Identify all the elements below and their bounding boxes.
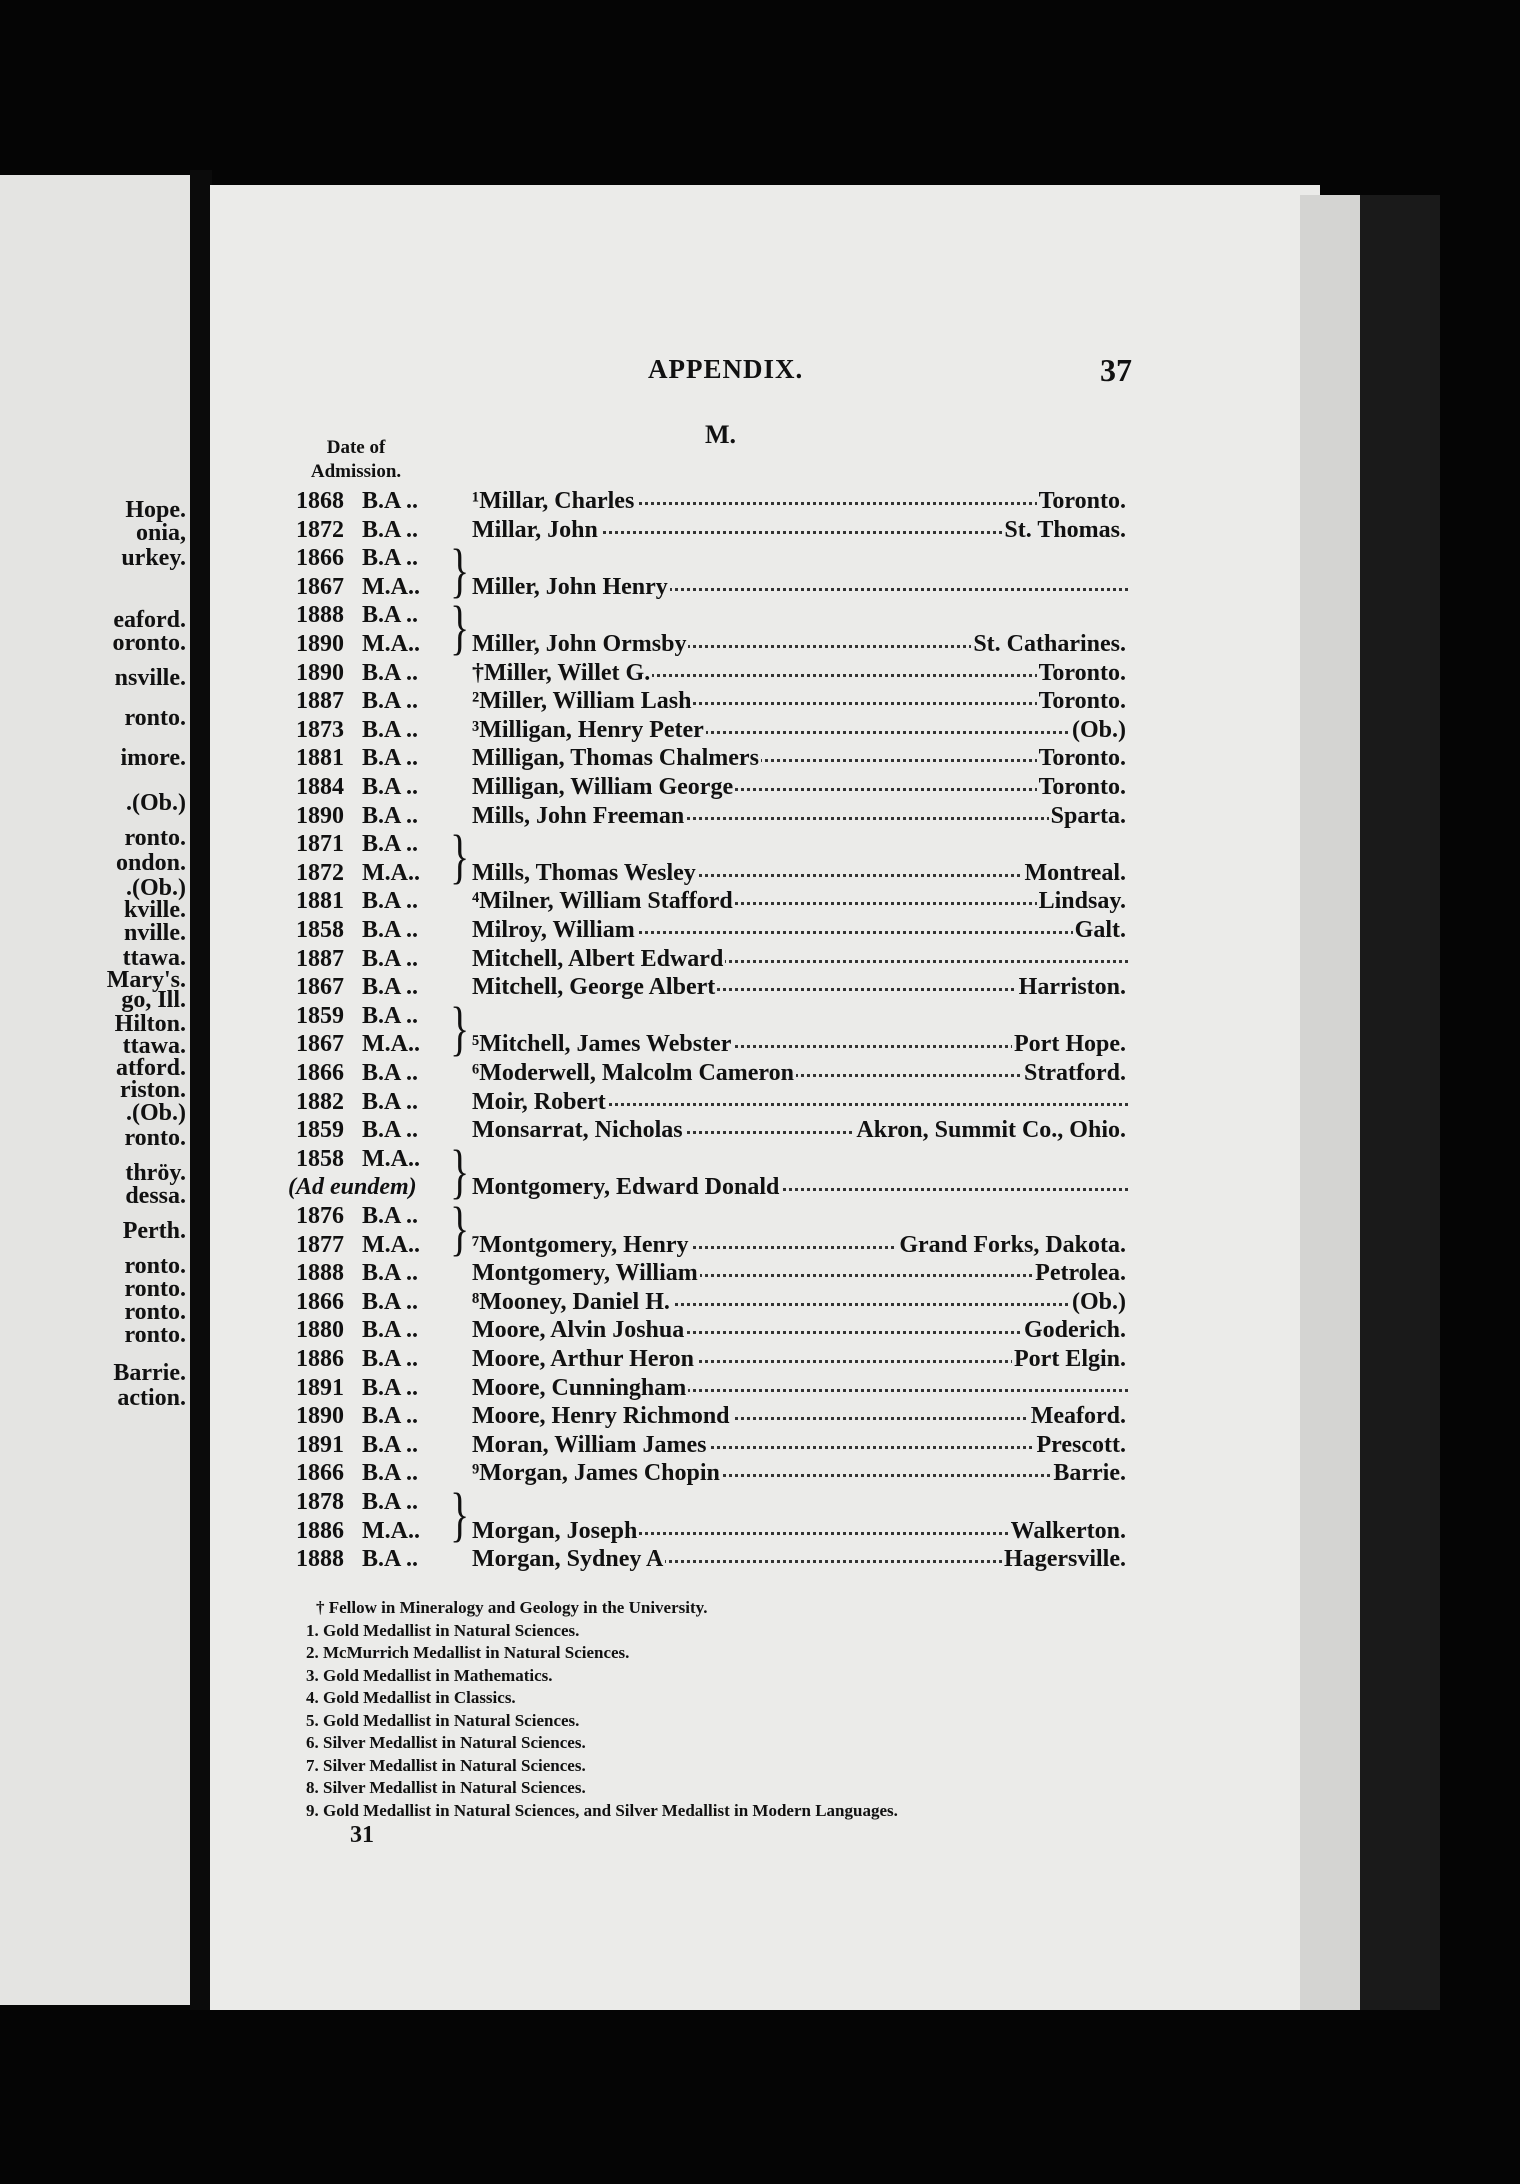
residence: Hagersville.	[1004, 1546, 1126, 1573]
admission-year: 1872	[296, 516, 344, 543]
admission-year: 1867	[296, 1031, 344, 1058]
residence: Lindsay.	[1038, 888, 1126, 915]
entry-row	[296, 688, 1128, 716]
entry-row	[296, 803, 1128, 831]
date-heading-line: Date of	[326, 437, 386, 458]
footnote: 3. Gold Medallist in Mathematics.	[306, 1665, 553, 1685]
person-name: ⁸Mooney, Daniel H.	[472, 1288, 670, 1315]
residence: St. Thomas.	[1004, 516, 1126, 543]
left-page-fragment: atford.	[116, 1055, 186, 1081]
left-page-fragment: go, Ill.	[121, 987, 186, 1013]
left-page-fragment: ronto.	[124, 1276, 186, 1302]
left-page-fragment: onia,	[135, 520, 186, 546]
brace: }	[450, 1480, 470, 1548]
degree: B.A ..	[362, 1460, 419, 1487]
entry-row	[296, 1546, 1128, 1574]
entry-row	[296, 1375, 1128, 1403]
residence: Petrolea.	[1035, 1260, 1126, 1287]
left-page-fragment: nsville.	[114, 665, 186, 691]
admission-year: 1881	[296, 888, 344, 915]
left-page-fragment: ronto.	[124, 1299, 186, 1325]
brace: }	[450, 1137, 470, 1205]
degree: B.A ..	[362, 945, 419, 972]
left-page-fragment: riston.	[120, 1077, 186, 1103]
degree: B.A ..	[362, 1088, 419, 1115]
footnote: 6. Silver Medallist in Natural Sciences.	[306, 1733, 586, 1752]
person-name: ³Milligan, Henry Peter	[472, 716, 704, 743]
residence: Toronto.	[1038, 774, 1126, 800]
person-name: Moore, Henry Richmond	[472, 1403, 730, 1430]
page-edge	[1300, 195, 1360, 2010]
date-heading-line: Admission.	[310, 461, 402, 482]
entry-row	[296, 660, 1128, 688]
residence: Port Elgin.	[1014, 1346, 1126, 1372]
entry-row	[296, 860, 1128, 888]
admission-year: 1890	[296, 659, 344, 686]
admission-year: 1886	[296, 1346, 344, 1372]
brace: }	[450, 593, 470, 662]
admission-year: 1859	[296, 1117, 344, 1144]
left-page-fragment: thröy.	[125, 1160, 186, 1186]
degree: M.A..	[362, 1517, 420, 1544]
degree: B.A ..	[362, 745, 419, 772]
degree: M.A..	[362, 573, 420, 600]
entry-row	[296, 517, 1128, 545]
degree: B.A ..	[362, 516, 419, 543]
admission-year: 1871	[296, 831, 344, 858]
residence: Toronto.	[1038, 659, 1126, 686]
person-name: ⁹Morgan, James Chopin	[472, 1460, 720, 1487]
residence: Stratford.	[1024, 1060, 1126, 1086]
admission-year: 1888	[296, 602, 344, 629]
degree: B.A ..	[362, 1203, 419, 1229]
admission-year: 1858	[296, 1145, 344, 1172]
admission-year: 1866	[296, 1460, 344, 1487]
degree: B.A ..	[362, 716, 419, 743]
left-page-fragment: oronto.	[112, 630, 186, 656]
left-page-fragment: ronto.	[124, 1322, 186, 1348]
person-name: Mills, John Freeman	[472, 802, 685, 829]
person-name: ²Miller, William Lash	[472, 688, 692, 715]
residence: Sparta.	[1050, 802, 1126, 829]
degree: B.A ..	[362, 831, 419, 858]
degree: B.A ..	[362, 688, 419, 715]
degree: B.A ..	[362, 1060, 419, 1086]
person-name: Mitchell, George Albert	[472, 974, 716, 1001]
date-column-heading	[296, 436, 416, 484]
section-letter: M.	[705, 420, 737, 449]
residence: Toronto.	[1038, 688, 1126, 715]
footnote: 1. Gold Medallist in Natural Sciences.	[306, 1620, 580, 1640]
entry-row	[296, 1003, 1128, 1031]
admission-year: 1891	[296, 1431, 344, 1458]
degree: B.A ..	[362, 1317, 419, 1344]
degree: B.A ..	[362, 545, 419, 572]
entry-row	[296, 831, 1128, 859]
running-header: APPENDIX.	[648, 354, 804, 384]
left-page-fragment: kville.	[123, 897, 186, 923]
admission-year: 1881	[296, 745, 344, 772]
person-name: Milligan, William George	[472, 774, 734, 800]
person-name: ⁶Moderwell, Malcolm Cameron	[472, 1060, 794, 1086]
degree: B.A ..	[362, 888, 419, 915]
degree: B.A ..	[362, 1489, 419, 1515]
admission-year: 1891	[296, 1374, 344, 1401]
residence: Prescott.	[1036, 1431, 1126, 1458]
left-page-fragment: ronto.	[124, 1125, 186, 1151]
brace: }	[450, 536, 470, 605]
page-number: 37	[1100, 352, 1132, 388]
person-name: ⁴Milner, William Stafford	[472, 888, 733, 915]
degree: B.A ..	[362, 488, 419, 514]
footnote: 5. Gold Medallist in Natural Sciences.	[306, 1710, 580, 1730]
person-name: †Miller, Willet G.	[472, 659, 651, 686]
left-page-fragment: Hope.	[125, 497, 186, 523]
left-page-fragment: .(Ob.)	[126, 875, 186, 901]
person-name: Moore, Arthur Heron	[472, 1346, 694, 1372]
person-name: Miller, John Ormsby	[472, 631, 687, 657]
brace: }	[450, 994, 470, 1062]
degree: B.A ..	[362, 1403, 419, 1430]
admission-year: 1880	[296, 1317, 344, 1344]
admission-year: 1886	[296, 1517, 344, 1544]
degree: M.A..	[362, 1031, 420, 1058]
left-page-fragment: ondon.	[115, 850, 186, 876]
admission-year: 1877	[296, 1231, 344, 1258]
entry-row	[296, 1460, 1128, 1488]
entry-row	[296, 1060, 1128, 1088]
person-name: Millar, John	[472, 516, 598, 543]
person-name: Mitchell, Albert Edward	[472, 945, 724, 972]
admission-year: 1873	[296, 716, 344, 743]
residence: Port Hope.	[1014, 1031, 1126, 1058]
left-page-fragment: urkey.	[121, 545, 186, 571]
left-page-fragment: ronto.	[124, 705, 186, 731]
admission-year: (Ad eundem)	[288, 1174, 417, 1201]
entry-row	[296, 745, 1128, 773]
book-edge	[1360, 195, 1440, 2010]
entry-row	[296, 1432, 1128, 1460]
residence: St. Catharines.	[973, 631, 1126, 657]
degree: M.A..	[362, 631, 420, 657]
admission-year: 1866	[296, 545, 344, 572]
person-name: Moran, William James	[472, 1431, 707, 1458]
person-name: Moore, Alvin Joshua	[472, 1317, 685, 1344]
person-name: Monsarrat, Nicholas	[472, 1117, 683, 1144]
residence: Galt.	[1074, 917, 1126, 943]
entry-row	[296, 1260, 1128, 1288]
left-page	[0, 175, 190, 2005]
person-name: Miller, John Henry	[472, 573, 668, 600]
admission-year: 1872	[296, 859, 344, 886]
admission-year: 1888	[296, 1260, 344, 1287]
footnote: † Fellow in Mineralogy and Geology in the University.	[316, 1598, 708, 1617]
entry-row	[296, 1232, 1128, 1260]
entry-row	[296, 602, 1128, 630]
entry-row	[296, 1346, 1128, 1374]
admission-year: 1859	[296, 1002, 344, 1029]
person-name: Morgan, Joseph	[472, 1517, 638, 1544]
entry-row	[296, 1117, 1128, 1145]
admission-year: 1890	[296, 802, 344, 829]
entry-row	[296, 1518, 1128, 1546]
degree: B.A ..	[362, 1117, 419, 1144]
degree: B.A ..	[362, 1546, 419, 1573]
footnote: 2. McMurrich Medallist in Natural Sciences.	[306, 1643, 630, 1662]
left-page-fragment: Mary's.	[106, 967, 186, 993]
left-page-fragment: ttawa.	[122, 1033, 186, 1059]
person-name: Montgomery, William	[472, 1260, 698, 1287]
degree: B.A ..	[362, 1431, 419, 1458]
admission-year: 1888	[296, 1546, 344, 1573]
degree: B.A ..	[362, 1288, 419, 1315]
entry-row	[296, 488, 1128, 516]
left-page-fragment: ttawa.	[122, 945, 186, 971]
residence: Goderich.	[1024, 1317, 1126, 1344]
entry-row	[296, 1203, 1128, 1231]
degree: B.A ..	[362, 774, 419, 800]
entry-row	[296, 1289, 1128, 1317]
left-page-fragment: .(Ob.)	[126, 790, 186, 816]
person-name: Mills, Thomas Wesley	[472, 859, 696, 886]
signature-mark: 31	[350, 1822, 374, 1848]
person-name: Milroy, William	[472, 917, 635, 943]
left-page-fragment: Hilton.	[114, 1011, 186, 1037]
person-name: Moore, Cunningham	[472, 1374, 687, 1401]
entry-row	[288, 1174, 1128, 1202]
admission-year: 1884	[296, 774, 344, 800]
degree: M.A..	[362, 1231, 420, 1258]
left-page-fragment: dessa.	[125, 1183, 186, 1209]
entry-row	[296, 974, 1128, 1002]
degree: B.A ..	[362, 602, 419, 629]
admission-year: 1868	[296, 488, 344, 514]
residence: Toronto.	[1038, 488, 1126, 514]
left-page-fragment: ronto.	[124, 1253, 186, 1279]
entry-row	[296, 1089, 1128, 1117]
person-name: ⁷Montgomery, Henry	[472, 1231, 689, 1258]
entry-row	[296, 631, 1128, 659]
degree: M.A..	[362, 1145, 420, 1172]
degree: B.A ..	[362, 659, 419, 686]
entry-row	[296, 1489, 1128, 1517]
entry-row	[296, 545, 1128, 573]
admission-year: 1867	[296, 974, 344, 1001]
residence: (Ob.)	[1072, 716, 1126, 743]
admission-year: 1866	[296, 1060, 344, 1086]
entry-row	[296, 1317, 1128, 1345]
residence: Barrie.	[1053, 1460, 1126, 1487]
admission-year: 1890	[296, 1403, 344, 1430]
left-page-fragment: imore.	[120, 745, 186, 771]
entry-row	[296, 888, 1128, 916]
residence: Grand Forks, Dakota.	[899, 1231, 1126, 1258]
residence: Harriston.	[1018, 974, 1126, 1001]
entry-row	[296, 946, 1128, 974]
degree: B.A ..	[362, 1002, 419, 1029]
entry-row	[296, 574, 1128, 602]
left-page-fragment: Barrie.	[113, 1360, 186, 1386]
person-name: Milligan, Thomas Chalmers	[472, 745, 759, 772]
entry-row	[296, 717, 1128, 745]
book-gutter	[190, 170, 212, 2010]
admission-year: 1882	[296, 1088, 344, 1115]
left-page-fragment: ronto.	[124, 825, 186, 851]
admission-year: 1858	[296, 917, 344, 943]
brace: }	[450, 1194, 470, 1262]
residence: Walkerton.	[1010, 1517, 1126, 1544]
residence: Meaford.	[1030, 1403, 1126, 1430]
entry-row	[296, 917, 1128, 945]
left-page-fragment: action.	[117, 1385, 186, 1411]
footnote: 8. Silver Medallist in Natural Sciences.	[306, 1778, 586, 1797]
degree: M.A..	[362, 859, 420, 886]
admission-year: 1867	[296, 573, 344, 600]
degree: B.A ..	[362, 1260, 419, 1287]
footnote: 9. Gold Medallist in Natural Sciences, and Silver Medallist in Modern Languages.	[306, 1800, 898, 1820]
brace: }	[450, 822, 470, 891]
admission-year: 1878	[296, 1489, 344, 1515]
left-page-fragment: .(Ob.)	[126, 1100, 186, 1126]
footnote: 4. Gold Medallist in Classics.	[306, 1688, 516, 1707]
degree: B.A ..	[362, 917, 419, 943]
person-name: Morgan, Sydney A	[472, 1546, 664, 1573]
residence: Montreal.	[1024, 859, 1126, 886]
residence: Akron, Summit Co., Ohio.	[856, 1117, 1126, 1144]
left-page-fragment: eaford.	[113, 607, 186, 633]
admission-year: 1887	[296, 945, 344, 972]
admission-year: 1866	[296, 1288, 344, 1315]
residence: (Ob.)	[1072, 1288, 1126, 1315]
degree: B.A ..	[362, 1346, 419, 1372]
person-name: Montgomery, Edward Donald	[472, 1174, 780, 1201]
degree: B.A ..	[362, 802, 419, 829]
degree: B.A ..	[362, 1374, 419, 1401]
person-name: Moir, Robert	[472, 1088, 606, 1115]
footnote: 7. Silver Medallist in Natural Sciences.	[306, 1755, 586, 1775]
admission-year: 1887	[296, 688, 344, 715]
left-page-fragment: Perth.	[122, 1218, 186, 1244]
residence: Toronto.	[1038, 745, 1126, 772]
degree: B.A ..	[362, 974, 419, 1001]
admission-year: 1876	[296, 1203, 344, 1229]
left-page-fragment: nville.	[123, 920, 186, 946]
entry-row	[296, 774, 1128, 802]
person-name: ⁵Mitchell, James Webster	[472, 1031, 732, 1058]
admission-year: 1890	[296, 631, 344, 657]
entry-row	[296, 1146, 1128, 1174]
entry-row	[296, 1031, 1128, 1059]
person-name: ¹Millar, Charles	[472, 488, 635, 514]
entry-row	[296, 1403, 1128, 1431]
